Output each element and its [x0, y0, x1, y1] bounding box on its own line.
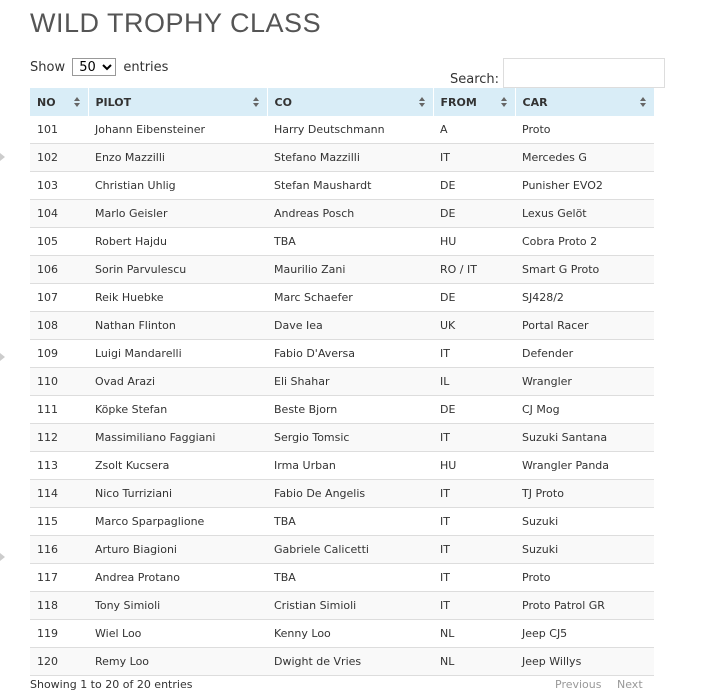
table-row: [30, 564, 654, 592]
cell-car: Smart G Proto: [515, 256, 654, 284]
cell-from: NL: [433, 620, 515, 648]
cell-no: 119: [30, 620, 88, 648]
cell-pilot: Massimiliano Faggiani: [88, 424, 267, 452]
cell-car: Jeep Willys: [515, 648, 654, 676]
cell-co: Sergio Tomsic: [267, 424, 433, 452]
cell-no: 101: [30, 116, 88, 144]
search-label: Search:: [450, 71, 500, 87]
cell-pilot: Nico Turriziani: [88, 480, 267, 508]
column-header-car[interactable]: [515, 88, 654, 116]
sort-icon: [74, 97, 80, 107]
cell-co: Fabio D'Aversa: [267, 340, 433, 368]
cell-from: IT: [433, 508, 515, 536]
sort-icon: [419, 97, 425, 107]
cell-no: 120: [30, 648, 88, 676]
cell-co: TBA: [267, 564, 433, 592]
cell-co: Gabriele Calicetti: [267, 536, 433, 564]
cell-pilot: Reik Huebke: [88, 284, 267, 312]
cell-no: 106: [30, 256, 88, 284]
cell-no: 111: [30, 396, 88, 424]
cell-co: Dwight de Vries: [267, 648, 433, 676]
cell-from: IT: [433, 536, 515, 564]
cell-from: RO / IT: [433, 256, 515, 284]
cell-car: Proto: [515, 564, 654, 592]
column-header-label: CO: [274, 95, 292, 109]
table-row: [30, 312, 654, 340]
cell-car: Suzuki Santana: [515, 424, 654, 452]
table-row: [30, 424, 654, 452]
cell-from: IT: [433, 340, 515, 368]
cell-no: 114: [30, 480, 88, 508]
cell-no: 108: [30, 312, 88, 340]
cell-co: Marc Schaefer: [267, 284, 433, 312]
cell-car: Wrangler Panda: [515, 452, 654, 480]
table-row: [30, 620, 654, 648]
cell-pilot: Johann Eibensteiner: [88, 116, 267, 144]
cell-from: DE: [433, 284, 515, 312]
cell-co: Kenny Loo: [267, 620, 433, 648]
cell-pilot: Robert Hajdu: [88, 228, 267, 256]
cell-pilot: Andrea Protano: [88, 564, 267, 592]
table-row: [30, 144, 654, 172]
cell-co: TBA: [267, 508, 433, 536]
cell-co: Fabio De Angelis: [267, 480, 433, 508]
cell-pilot: Sorin Parvulescu: [88, 256, 267, 284]
cell-pilot: Marco Sparpaglione: [88, 508, 267, 536]
table-info: Showing 1 to 20 of 20 entries: [30, 678, 193, 691]
cell-co: Beste Bjorn: [267, 396, 433, 424]
table-row: [30, 480, 654, 508]
table-row: [30, 256, 654, 284]
cell-pilot: Zsolt Kucsera: [88, 452, 267, 480]
cell-no: 110: [30, 368, 88, 396]
cell-pilot: Arturo Biagioni: [88, 536, 267, 564]
cell-no: 117: [30, 564, 88, 592]
cell-from: HU: [433, 228, 515, 256]
cell-from: IT: [433, 592, 515, 620]
cell-pilot: Luigi Mandarelli: [88, 340, 267, 368]
cell-no: 118: [30, 592, 88, 620]
cell-no: 113: [30, 452, 88, 480]
cell-car: Mercedes G: [515, 144, 654, 172]
cell-no: 116: [30, 536, 88, 564]
cell-car: SJ428/2: [515, 284, 654, 312]
table-row: [30, 284, 654, 312]
column-header-label: CAR: [522, 95, 548, 109]
cell-car: TJ Proto: [515, 480, 654, 508]
cell-from: IT: [433, 144, 515, 172]
entries-length-control: [30, 58, 168, 76]
column-header-no[interactable]: [30, 88, 88, 116]
cell-no: 112: [30, 424, 88, 452]
sort-icon: [640, 97, 646, 107]
table-header-row: [30, 88, 654, 116]
table-row: [30, 648, 654, 676]
cell-co: Andreas Posch: [267, 200, 433, 228]
cell-car: Defender: [515, 340, 654, 368]
cell-co: Stefan Maushardt: [267, 172, 433, 200]
cell-car: Proto: [515, 116, 654, 144]
cell-car: Proto Patrol GR: [515, 592, 654, 620]
cell-car: Wrangler: [515, 368, 654, 396]
cell-pilot: Enzo Mazzilli: [88, 144, 267, 172]
table-row: [30, 452, 654, 480]
previous-page-button[interactable]: Previous: [555, 678, 602, 691]
cell-no: 104: [30, 200, 88, 228]
cell-from: DE: [433, 396, 515, 424]
cell-car: Suzuki: [515, 508, 654, 536]
cell-from: HU: [433, 452, 515, 480]
scroll-marker-icon: [0, 153, 5, 161]
table-row: [30, 116, 654, 144]
cell-car: Lexus Gelöt: [515, 200, 654, 228]
cell-from: DE: [433, 172, 515, 200]
cell-no: 115: [30, 508, 88, 536]
cell-pilot: Wiel Loo: [88, 620, 267, 648]
scroll-marker-icon: [0, 553, 5, 561]
sort-icon: [501, 97, 507, 107]
page-title: WILD TROPHY CLASS: [30, 8, 322, 38]
cell-co: Cristian Simioli: [267, 592, 433, 620]
cell-pilot: Köpke Stefan: [88, 396, 267, 424]
table-row: [30, 200, 654, 228]
entries-per-page-select[interactable]: [72, 58, 116, 76]
column-header-label: NO: [37, 95, 56, 109]
cell-from: A: [433, 116, 515, 144]
search-input[interactable]: [503, 58, 665, 88]
table-row: [30, 508, 654, 536]
cell-no: 102: [30, 144, 88, 172]
cell-no: 107: [30, 284, 88, 312]
cell-pilot: Christian Uhlig: [88, 172, 267, 200]
cell-pilot: Tony Simioli: [88, 592, 267, 620]
column-header-pilot[interactable]: [88, 88, 267, 116]
entries-label: entries: [123, 60, 169, 75]
cell-from: IT: [433, 564, 515, 592]
column-header-from[interactable]: [433, 88, 515, 116]
column-header-label: FROM: [440, 95, 477, 109]
search-control: [450, 58, 665, 88]
cell-from: IT: [433, 424, 515, 452]
cell-pilot: Remy Loo: [88, 648, 267, 676]
table-row: [30, 172, 654, 200]
cell-no: 105: [30, 228, 88, 256]
cell-co: Maurilio Zani: [267, 256, 433, 284]
cell-from: IL: [433, 368, 515, 396]
cell-pilot: Marlo Geisler: [88, 200, 267, 228]
cell-pilot: Ovad Arazi: [88, 368, 267, 396]
cell-no: 109: [30, 340, 88, 368]
cell-co: Stefano Mazzilli: [267, 144, 433, 172]
cell-pilot: Nathan Flinton: [88, 312, 267, 340]
cell-from: DE: [433, 200, 515, 228]
cell-from: NL: [433, 648, 515, 676]
show-label: Show: [30, 60, 66, 75]
table-row: [30, 396, 654, 424]
scroll-marker-icon: [0, 353, 5, 361]
cell-car: Jeep CJ5: [515, 620, 654, 648]
cell-car: Suzuki: [515, 536, 654, 564]
table-row: [30, 368, 654, 396]
cell-co: TBA: [267, 228, 433, 256]
table-row: [30, 340, 654, 368]
cell-no: 103: [30, 172, 88, 200]
cell-car: Portal Racer: [515, 312, 654, 340]
table-row: [30, 228, 654, 256]
column-header-label: PILOT: [95, 95, 132, 109]
cell-from: IT: [433, 480, 515, 508]
table-row: [30, 536, 654, 564]
cell-co: Eli Shahar: [267, 368, 433, 396]
cell-car: Punisher EVO2: [515, 172, 654, 200]
cell-co: Dave Iea: [267, 312, 433, 340]
entries-table: [30, 88, 654, 676]
cell-from: UK: [433, 312, 515, 340]
cell-car: CJ Mog: [515, 396, 654, 424]
cell-car: Cobra Proto 2: [515, 228, 654, 256]
cell-co: Irma Urban: [267, 452, 433, 480]
table-row: [30, 592, 654, 620]
sort-icon: [253, 97, 259, 107]
column-header-co[interactable]: [267, 88, 433, 116]
next-page-button[interactable]: Next: [617, 678, 643, 691]
cell-co: Harry Deutschmann: [267, 116, 433, 144]
